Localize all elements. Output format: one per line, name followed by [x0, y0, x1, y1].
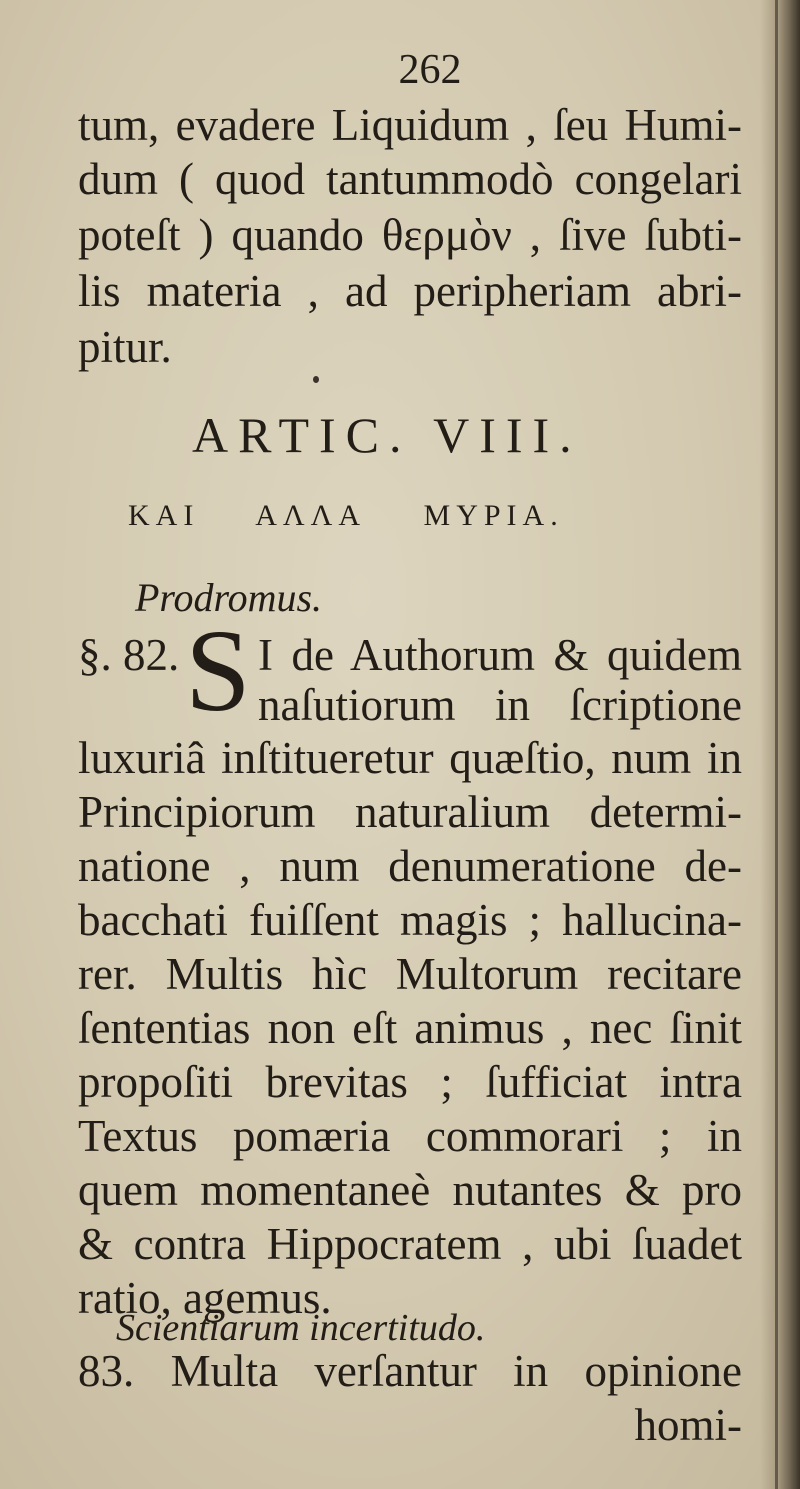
text-line: & contra Hippocratem , ubi ſuadet [78, 1219, 742, 1269]
text-line: Textus pomæria commorari ; in [78, 1111, 742, 1161]
text-line: natione , num denumeratione de- [78, 841, 742, 891]
text-line: 83. Multa verſantur in opinione [78, 1346, 742, 1396]
text-line: quem momentaneè nutantes & pro [78, 1165, 742, 1215]
text-line: ſententias non eſt animus , nec ſinit [78, 1003, 742, 1053]
greek-word: MYPIA. [423, 499, 564, 532]
text-line: ratio, agemus. [78, 1273, 332, 1323]
text-line: lis materia , ad peripheriam abri- [78, 266, 742, 316]
subheading-prodromus: Prodromus. [135, 575, 323, 620]
text-line: poteſt ) quando θερμὸν , ſive ſubti- [78, 210, 742, 260]
text-line: I de Authorum & quidem [258, 630, 742, 680]
text-line: bacchati fuiſſent magis ; hallucina- [78, 895, 742, 945]
section-number: §. 82. [78, 630, 180, 680]
catchword: homi- [634, 1400, 742, 1450]
greek-word: AΛΛA [255, 499, 367, 532]
subheading-scientiarum: Scientiarum incertitudo. [116, 1307, 486, 1349]
page-number: 262 [398, 47, 462, 93]
text-line: pitur. [78, 322, 172, 372]
drop-cap: S [185, 605, 251, 736]
page-gutter-shadow [760, 0, 800, 1489]
text-line: luxuriâ inſtitueretur quæſtio, num in [78, 733, 742, 783]
text-line: propoſiti brevitas ; ſufficiat intra [78, 1057, 742, 1107]
text-line: naſutiorum in ſcriptione [258, 680, 742, 730]
text-line: rer. Multis hìc Multorum recitare [78, 949, 742, 999]
binding-edge [775, 0, 778, 1489]
greek-heading [128, 492, 714, 540]
article-heading: ARTIC. VIII. [192, 407, 582, 463]
ink-speck [313, 376, 319, 383]
greek-word: KAI [128, 499, 200, 532]
text-line: Principiorum naturalium determi- [78, 787, 742, 837]
text-line: tum, evadere Liquidum , ſeu Humi- [78, 100, 742, 150]
text-line: dum ( quod tantummodò congelari [78, 154, 742, 204]
